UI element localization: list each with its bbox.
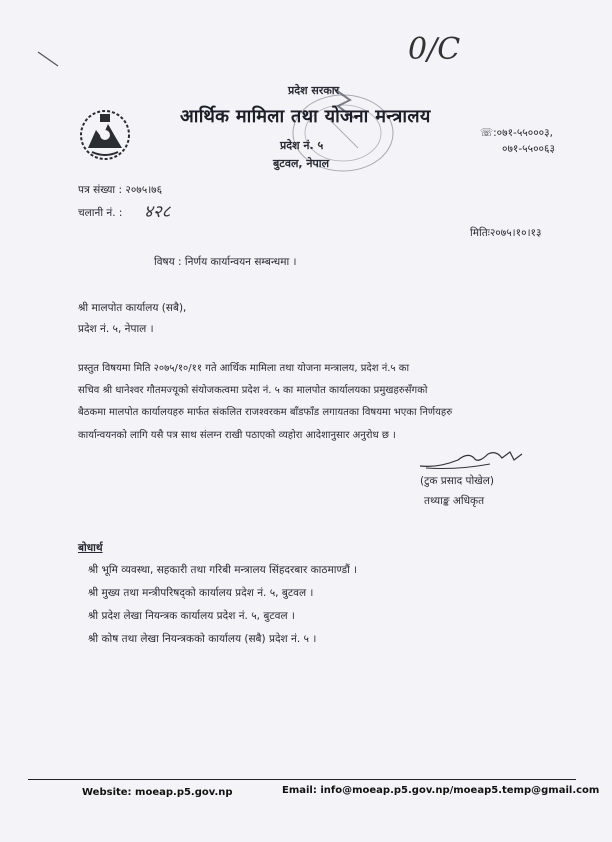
footer-email: Email: info@moeap.p5.gov.np/moeap5.temp@gmail.com — [282, 785, 600, 796]
body-line-2: सचिव श्री धानेश्वर गौतमज्यूको संयोजकत्वमा प्रदेश नं. ५ का मालपोत कार्यालयका प्रमुखहरुसँगको — [78, 385, 428, 396]
signatory-name: (टुक प्रसाद पोखेल) — [420, 475, 494, 487]
letter-date: मितिः२०७५।१०।१३ — [470, 227, 542, 239]
handwritten-signature — [418, 446, 528, 472]
government-title: प्रदेश सरकार — [288, 84, 340, 97]
chalani-number: ४२८ — [144, 202, 171, 222]
phone-number-2: ०७१-५५००६३ — [502, 143, 555, 155]
patra-sankhya: पत्र संख्या : २०७५।७६ — [78, 184, 163, 196]
body-line-1: प्रस्तुत विषयमा मिति २०७५/१०/११ गते आर्थिक मामिला तथा योजना मन्त्रालय, प्रदेश नं.५ का — [78, 363, 410, 374]
cc-item: श्री मुख्य तथा मन्त्रीपरिषद्को कार्यालय प्रदेश नं. ५, बुटवल । — [88, 587, 314, 599]
letter-subject: विषय : निर्णय कार्यान्वयन सम्बन्धमा । — [154, 256, 297, 268]
cc-heading: बोधार्थ — [78, 542, 103, 554]
recipient-line-1: श्री मालपोत कार्यालय (सबै), — [78, 302, 187, 314]
cc-item: श्री भूमि व्यवस्था, सहकारी तथा गरिबी मन्त्रालय सिंहदरबार काठमाण्डौं । — [88, 564, 358, 576]
body-line-4: कार्यान्वयनको लागि यसै पत्र साथ संलग्न राखी पठाएको व्यहोरा आदेशानुसार अनुरोध छ । — [78, 430, 396, 441]
nepal-emblem-icon — [78, 108, 132, 162]
pen-mark — [36, 50, 60, 68]
phone-number-1: ☏:०७१-५५०००३, — [480, 127, 553, 139]
body-line-3: बैठकमा मालपोत कार्यालयहरु मार्फत संकलित राजश्वरकम बाँडफाँड लगायतका विषयमा भएका निर्णयहरु — [78, 407, 453, 418]
recipient-line-2: प्रदेश नं. ५, नेपाल । — [78, 323, 154, 335]
cc-item: श्री कोष तथा लेखा नियन्त्रकको कार्यालय (सबै) प्रदेश नं. ५ । — [88, 633, 317, 645]
province-name: प्रदेश नं. ५ — [280, 139, 324, 152]
cc-item: श्री प्रदेश लेखा नियन्त्रक कार्यालय प्रदेश नं. ५, बुटवल । — [88, 610, 295, 622]
footer-divider — [28, 779, 576, 780]
chalani-label: चलानी नं. : — [78, 207, 123, 219]
handwritten-oc: 0/C — [408, 32, 461, 67]
ministry-name: आर्थिक मामिला तथा योजना मन्त्रालय — [180, 106, 431, 127]
city-name: बुटवल, नेपाल — [273, 157, 330, 170]
footer-website: Website: moeap.p5.gov.np — [82, 787, 233, 798]
signatory-title: तथ्याङ्क अधिकृत — [424, 495, 485, 507]
